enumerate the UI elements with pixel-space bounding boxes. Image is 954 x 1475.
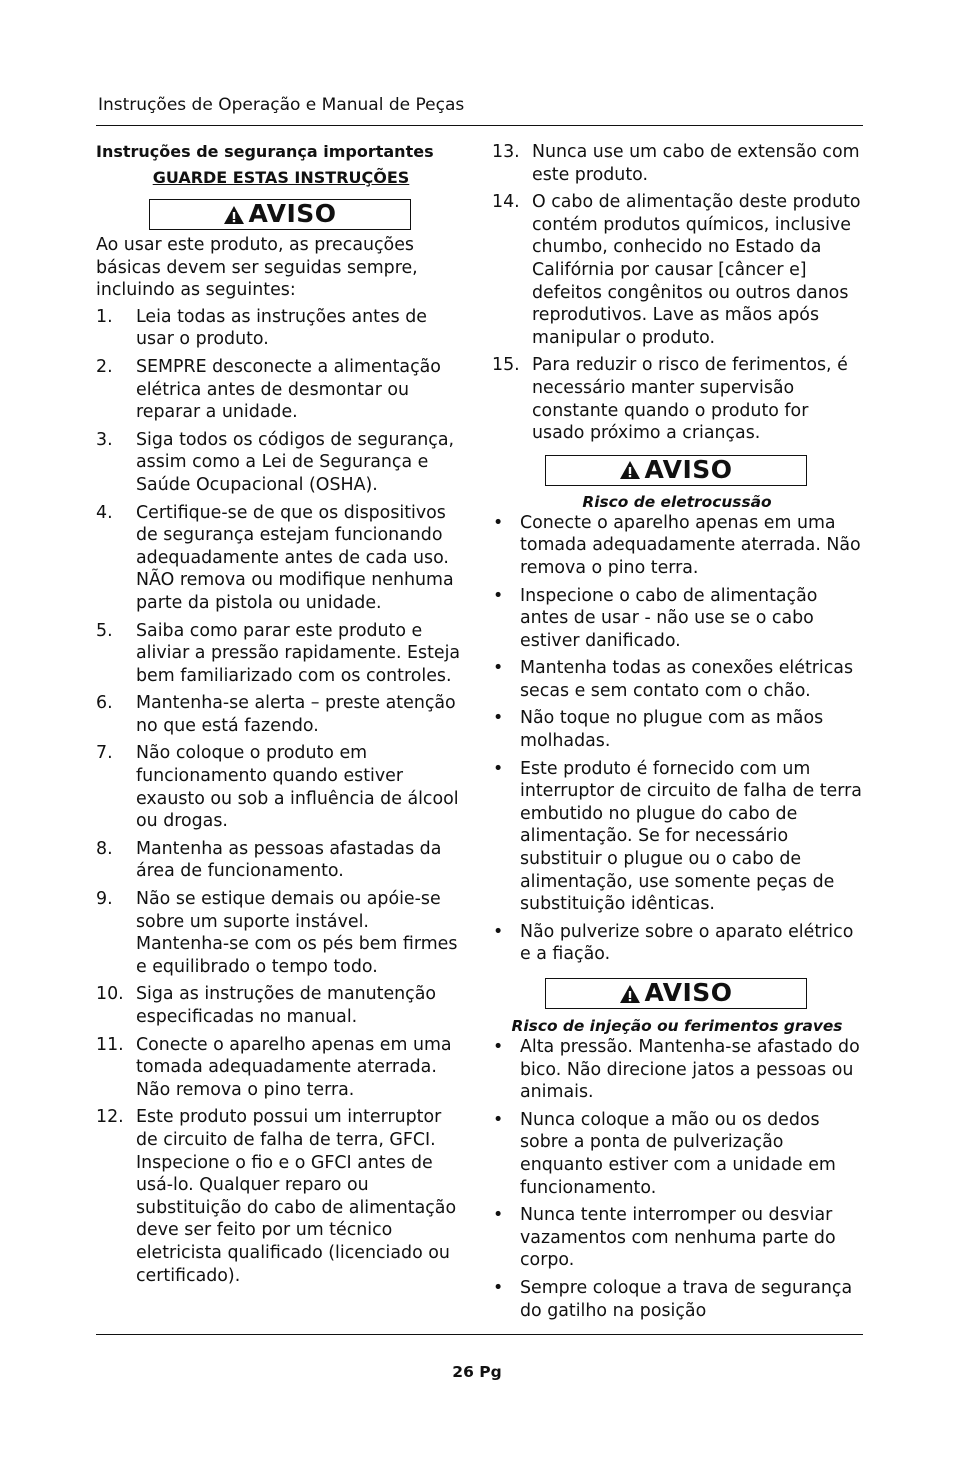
warning-triangle-icon [223,205,245,225]
item-number: 4. [96,502,113,523]
page-header-title: Instruções de Operação e Manual de Peças [98,95,465,115]
item-number: 5. [96,620,113,641]
list-item [492,707,862,752]
item-number: 3. [96,429,113,450]
warning-triangle-icon [619,460,641,480]
warning-box-injection [545,978,807,1009]
list-item [492,921,862,966]
list-item [492,191,862,349]
item-number: 10. [96,984,124,1005]
instruction-list-left [96,306,466,1287]
list-item [96,502,466,615]
item-number: 14. [492,192,520,213]
list-item [96,356,466,424]
header-rule [96,125,863,126]
warning-label: AVISO [644,454,733,484]
list-item [492,1036,862,1104]
bullet-icon: • [493,512,504,533]
item-number: 6. [96,693,113,714]
item-text: O cabo de alimentação deste produto contém produtos químicos, inclusive chumbo, conhecido no Estado da Califórnia por causar [câncer e] defeitos congênitos ou outros danos reprodutivos. Lave as mãos após manipular o produto. [532,192,861,348]
section-subtitle: GUARDE ESTAS INSTRUÇÕES [152,168,410,187]
bullet-icon: • [493,658,504,679]
list-item [96,1106,466,1287]
list-item [96,742,466,832]
item-number: 7. [96,743,113,764]
item-number: 15. [492,355,520,376]
list-item [96,620,466,688]
list-item [96,1034,466,1102]
list-item [96,838,466,883]
item-text: Siga as instruções de manutenção especificadas no manual. [136,984,437,1027]
item-number: 9. [96,889,113,910]
item-text: Não se estique demais ou apóie-se sobre um suporte instável. Mantenha-se com os pés bem firmes e equilibrado o tempo todo. [136,889,458,977]
item-text: Nunca tente interromper ou desviar vazamentos com nenhuma parte do corpo. [520,1205,836,1271]
electrocution-bullets [492,512,862,966]
list-item [492,758,862,916]
bullet-icon: • [493,758,504,779]
item-number: 13. [492,142,520,162]
item-number: 1. [96,306,113,327]
item-text: Este produto é fornecido com um interruptor de circuito de falha de terra embutido no plugue do cabo de alimentação. Se for necessário substituir o plugue ou o cabo de alimentação, use somente peças de substituição idênticas. [520,758,862,915]
injection-bullets [492,1036,862,1322]
item-text: Inspecione o cabo de alimentação antes de usar - não use se o cabo estiver danificado. [520,585,818,651]
warning-label: AVISO [644,978,733,1008]
electrocution-caption: Risco de eletrocussão [582,492,772,511]
list-item [96,692,466,737]
bullet-icon: • [493,1109,504,1130]
list-item [492,512,862,580]
item-text: Conecte o aparelho apenas em uma tomada adequadamente aterrada. Não remova o pino terra. [520,512,861,578]
page-number: 26 Pg [452,1363,502,1381]
item-text: Certifique-se de que os dispositivos de segurança estejam funcionando adequadamente antes de cada uso. NÃO remova ou modifique nenhuma parte da pistola ou unidade. [136,502,454,613]
instruction-list-right [492,141,862,445]
warning-triangle-icon [619,984,641,1004]
item-text: Siga todos os códigos de segurança, assim como a Lei de Segurança e Saúde Ocupacional (OSHA). [136,429,455,495]
bullet-icon: • [493,1205,504,1226]
item-text: Alta pressão. Mantenha-se afastado do bico. Não direcione jatos a pessoas ou animais. [520,1037,860,1103]
list-item [492,1109,862,1199]
list-item [492,585,862,653]
item-text: Não toque no plugue com as mãos molhadas. [520,708,824,752]
intro-text: Ao usar este produto, as precauções básicas devem ser seguidas sempre, incluindo as seguintes: [96,235,418,301]
warning-box-electrocution [545,455,807,486]
item-text: Mantenha todas as conexões elétricas secas e sem contato com o chão. [520,658,854,701]
item-text: Não pulverize sobre o aparato elétrico e a fiação. [520,921,854,965]
item-text: Mantenha as pessoas afastadas da área de funcionamento. [136,838,442,882]
right-column [492,141,862,1327]
warning-label: AVISO [248,199,337,229]
warning-box-general [149,199,411,230]
bullet-icon: • [493,585,504,606]
list-item [492,354,862,444]
bullet-icon: • [493,921,504,942]
item-number: 8. [96,838,113,859]
bullet-icon: • [493,1037,504,1057]
item-text: Mantenha-se alerta – preste atenção no que está fazendo. [136,693,456,736]
list-item [492,141,862,186]
item-number: 12. [96,1107,124,1128]
list-item [492,657,862,702]
item-text: Não coloque o produto em funcionamento quando estiver exausto ou sob a influência de álcool ou drogas. [136,743,459,832]
item-number: 11. [96,1034,124,1055]
item-text: Nunca use um cabo de extensão com este produto. [532,142,860,185]
item-number: 2. [96,356,113,377]
bullet-icon: • [493,1277,504,1298]
list-item [96,888,466,978]
item-text: Sempre coloque a trava de segurança do gatilho na posição [520,1277,853,1321]
injection-caption: Risco de injeção ou ferimentos graves [511,1017,843,1035]
item-text: Nunca coloque a mão ou os dedos sobre a ponta de pulverização enquanto estiver com a unidade em funcionamento. [520,1109,836,1198]
list-item [96,429,466,497]
item-text: Este produto possui um interruptor de circuito de falha de terra, GFCI. Inspecione o fio e o GFCI antes de usá-lo. Qualquer reparo ou substituição do cabo de alimentação deve ser feito por um técnico eletricista qualificado (licenciado ou certificado). [136,1107,457,1286]
left-column [96,141,466,1292]
footer-rule [96,1334,863,1335]
list-item [96,306,466,351]
item-text: Conecte o aparelho apenas em uma tomada adequadamente aterrada. Não remova o pino terra. [136,1034,452,1100]
list-item [96,983,466,1028]
section-title: Instruções de segurança importantes [96,142,434,161]
bullet-icon: • [493,708,504,729]
item-text: SEMPRE desconecte a alimentação elétrica antes de desmontar ou reparar a unidade. [136,356,441,423]
list-item [492,1277,862,1322]
item-text: Para reduzir o risco de ferimentos, é necessário manter supervisão constante quando o produto for usado próximo a crianças. [532,355,848,444]
list-item [492,1204,862,1272]
item-text: Leia todas as instruções antes de usar o produto. [136,306,428,350]
item-text: Saiba como parar este produto e aliviar a pressão rapidamente. Esteja bem familiarizado com os controles. [136,620,461,686]
